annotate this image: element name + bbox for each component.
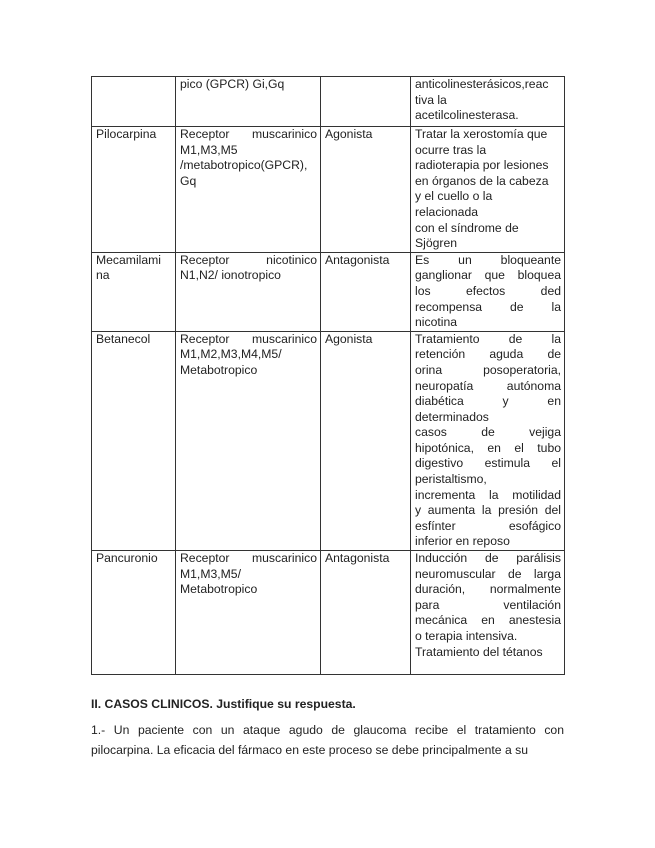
table-row — [92, 127, 565, 253]
drug-cell: Pilocarpina — [92, 127, 176, 253]
action-cell: Agonista — [321, 331, 411, 550]
receptor-cell: Receptor muscarinico M1,M2,M3,M4,M5/ Metabotropico — [176, 331, 321, 550]
drug-cell: Betanecol — [92, 331, 176, 550]
receptor-cell: Receptor muscarinico M1,M3,M5/ Metabotropico — [176, 551, 321, 675]
table-row — [92, 551, 565, 675]
action-cell — [321, 77, 411, 127]
receptor-cell: Receptor muscarinico M1,M3,M5 /metabotropico(GPCR), Gq — [176, 127, 321, 253]
drug-cell: Pancuronio — [92, 551, 176, 675]
receptor-cell: pico (GPCR) Gi,Gq — [176, 77, 321, 127]
case-paragraph: 1.- Un paciente con un ataque agudo de glaucoma recibe el tratamiento con pilocarpina. La eficacia del fármaco en este proceso se debe principalmente a su — [91, 723, 564, 757]
receptor-cell: Receptor nicotinico N1,N2/ ionotropico — [176, 252, 321, 331]
action-cell: Agonista — [321, 127, 411, 253]
drug-cell: Mecamilami na — [92, 252, 176, 331]
section-heading: II. CASOS CLINICOS. Justifique su respuesta. — [91, 697, 356, 711]
use-cell: Tratar la xerostomía que ocurre tras la radioterapia por lesiones en órganos de la cabeza y el cuello o la relacionada con el síndrome de Sjögren — [411, 127, 565, 253]
action-cell: Antagonista — [321, 252, 411, 331]
use-cell: anticolinesterásicos,reac tiva la acetilcolinesterasa. — [411, 77, 565, 127]
use-cell: Es un bloqueante ganglionar que bloquea los efectos ded recompensa de la nicotina — [411, 252, 565, 331]
use-cell: Tratamiento de la retención aguda de orina posoperatoria, neuropatía autónoma diabética y en determinados casos de vejiga hipotónica, en el tubo digestivo estimula el peristaltismo, incrementa la motilidad y aumenta la presión del esfínter esofágico inferior en reposo — [411, 331, 565, 550]
table-row — [92, 331, 565, 550]
drug-cell — [92, 77, 176, 127]
table-row — [92, 77, 565, 127]
drug-table — [91, 76, 565, 675]
use-cell: Inducción de parálisis neuromuscular de larga duración, normalmente para ventilación mecánica en anestesia o terapia intensiva. Tratamiento del tétanos — [411, 551, 565, 675]
table-row — [92, 252, 565, 331]
action-cell: Antagonista — [321, 551, 411, 675]
